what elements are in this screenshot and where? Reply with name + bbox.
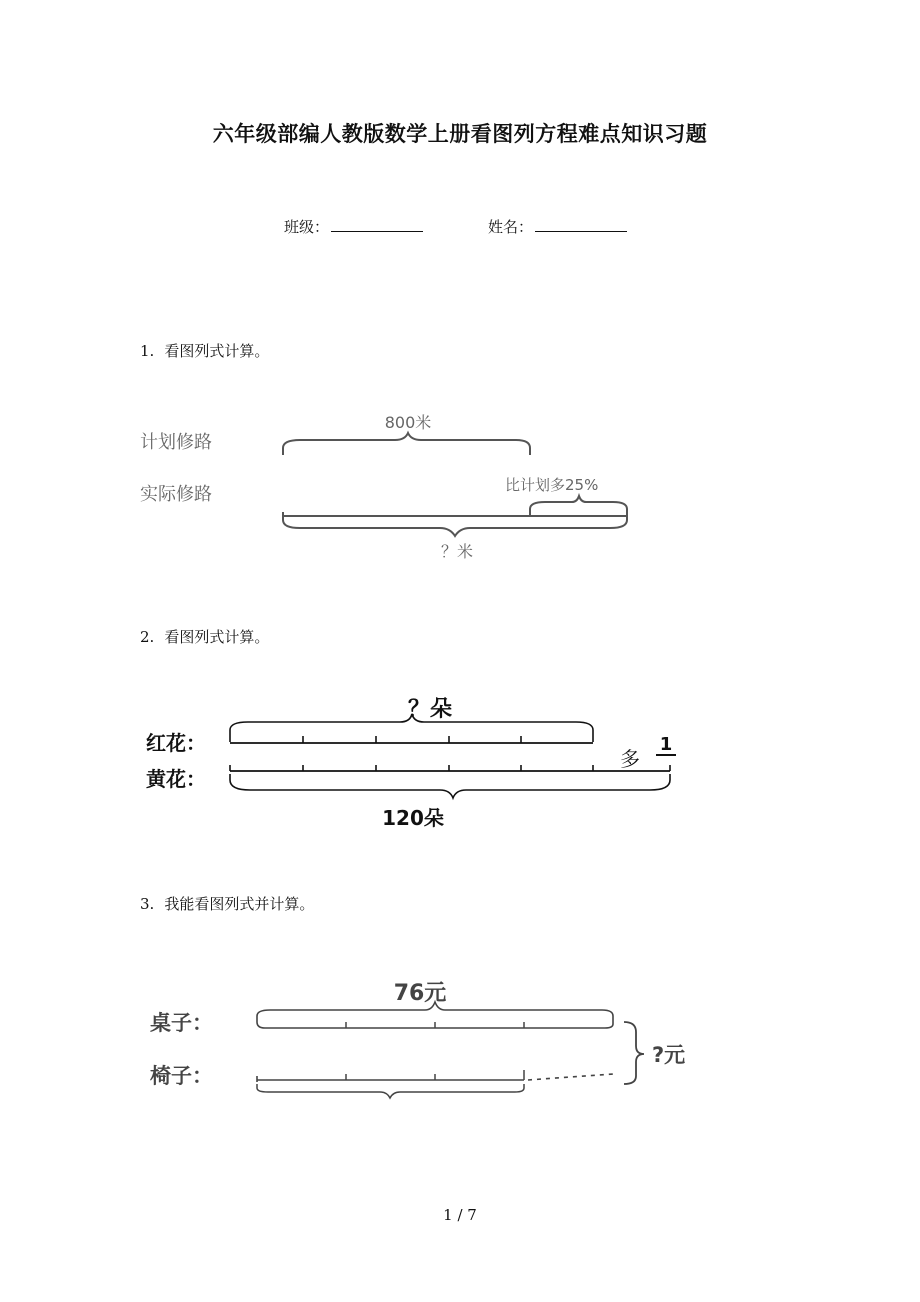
question-3-number: 3. xyxy=(140,895,155,913)
name-label: 姓名： xyxy=(488,218,534,236)
diagram-1-extra-brace xyxy=(530,496,627,516)
page-number: 1 / 7 xyxy=(443,1206,477,1224)
diagram-2-row1-label: 红花： xyxy=(146,731,206,755)
diagram-2 xyxy=(0,680,920,840)
diagram-3-row1-label: 桌子： xyxy=(150,1011,213,1035)
diagram-1-row2-label: 实际修路 xyxy=(140,484,212,505)
class-label: 班级： xyxy=(284,218,330,236)
diagram-3-top-value: 76元 xyxy=(393,981,447,1006)
diagram-3-total-brace xyxy=(624,1022,644,1084)
class-field xyxy=(284,216,423,237)
diagram-2-top-value: ？朵 xyxy=(407,697,453,722)
question-2 xyxy=(140,626,269,647)
diagram-1-row1-label: 计划修路 xyxy=(140,432,212,453)
diagram-3-chair-dotted xyxy=(528,1074,613,1080)
diagram-3-chair-ticks xyxy=(346,1070,524,1080)
diagram-2-more-label: 多 xyxy=(620,747,640,771)
diagram-1-top-brace xyxy=(283,433,530,455)
diagram-1-bottom-value: ？米 xyxy=(440,542,474,561)
question-2-text: 看图列式计算。 xyxy=(164,628,270,646)
question-1-text: 看图列式计算。 xyxy=(164,342,270,360)
diagram-1 xyxy=(0,400,920,600)
question-3 xyxy=(140,893,314,914)
question-2-number: 2. xyxy=(140,628,155,646)
diagram-3-total-value: ?元 xyxy=(652,1043,686,1067)
diagram-2-bottom-brace xyxy=(230,774,670,798)
diagram-1-top-value: 800米 xyxy=(384,413,432,432)
name-blank[interactable] xyxy=(535,217,627,232)
diagram-2-yellow-ticks xyxy=(230,765,670,771)
question-3-text: 我能看图列式并计算。 xyxy=(164,895,315,913)
diagram-2-fraction-numerator: 1 xyxy=(659,734,673,755)
diagram-3 xyxy=(0,970,920,1130)
diagram-2-red-ticks xyxy=(303,736,521,743)
diagram-3-chair-brace xyxy=(257,1084,524,1098)
diagram-2-row2-label: 黄花： xyxy=(146,767,206,791)
diagram-1-extra-label: 比计划多25% xyxy=(505,476,599,494)
question-1-number: 1. xyxy=(140,342,155,360)
class-blank[interactable] xyxy=(331,217,423,232)
diagram-2-bottom-value: 120朵 xyxy=(382,806,444,830)
diagram-3-chair-bar xyxy=(257,1076,524,1082)
diagram-3-table-ticks xyxy=(346,1022,524,1028)
name-field xyxy=(488,216,627,237)
page-title: 六年级部编人教版数学上册看图列方程难点知识习题 xyxy=(212,122,708,146)
question-1 xyxy=(140,340,269,361)
diagram-3-row2-label: 椅子： xyxy=(150,1064,213,1088)
